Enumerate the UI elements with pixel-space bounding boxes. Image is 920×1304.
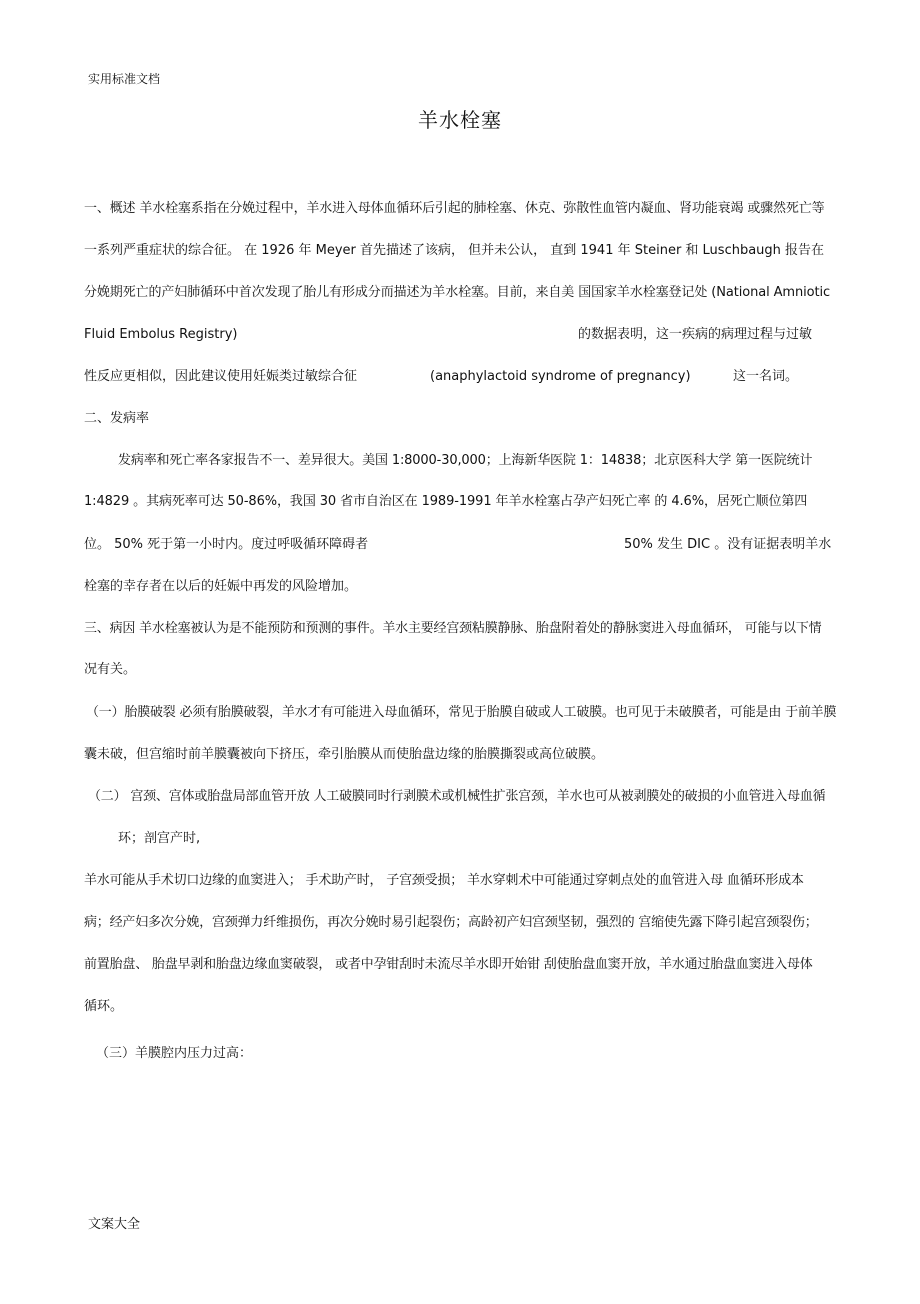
overview-line-5c: 这一名词。 [733, 369, 799, 384]
vessel-open-line-3: 羊水可能从手术切口边缘的血窦进入； 手术助产时， 子宫颈受损； 羊水穿刺术中可能通过穿刺点处的血管进入母 血循环形成本 [84, 873, 804, 888]
overview-line-1: 一、概述 羊水栓塞系指在分娩过程中，羊水进入母体血循环后引起的肺栓塞、休克、弥散性血管内凝血、肾功能衰竭 或骤然死亡等 [84, 201, 825, 216]
incidence-heading: 二、发病率 [84, 411, 150, 426]
incidence-line-3a: 位。 50% 死于第一小时内。度过呼吸循环障碍者 [84, 537, 369, 552]
incidence-line-2: 1:4829 。其病死率可达 50-86%，我国 30 省市自治区在 1989-1991 年羊水栓塞占孕产妇死亡率 的 4.6%，居死亡顺位第四 [84, 494, 808, 509]
incidence-line-3b: 50% 发生 DIC 。没有证据表明羊水 [624, 537, 832, 552]
footer-note: 文案大全 [88, 1217, 141, 1232]
overview-line-3: 分娩期死亡的产妇肺循环中首次发现了胎儿有形成分而描述为羊水栓塞。目前，来自美 国国家羊水栓塞登记处 (National Amniotic [84, 285, 831, 300]
vessel-open-line-4: 病；经产妇多次分娩，宫颈弹力纤维损伤，再次分娩时易引起裂伤；高龄初产妇宫颈坚韧，强烈的 宫缩使先露下降引起宫颈裂伤； [84, 915, 818, 930]
overview-line-5b: (anaphylactoid syndrome of pregnancy) [430, 369, 691, 384]
vessel-open-line-5: 前置胎盘、 胎盘早剥和胎盘边缘血窦破裂， 或者中孕钳刮时未流尽羊水即开始钳 刮使胎盘血窦开放，羊水通过胎盘血窦进入母体 [84, 957, 813, 972]
membrane-rupture-line-2: 囊未破，但宫缩时前羊膜囊被向下挤压，牵引胎膜从而使胎盘边缘的胎膜撕裂或高位破膜。 [84, 747, 605, 762]
etiology-line-2: 况有关。 [84, 662, 137, 677]
overview-line-5a: 性反应更相似，因此建议使用妊娠类过敏综合征 [84, 369, 358, 384]
vessel-open-line-6: 循环。 [84, 999, 124, 1014]
etiology-line-1: 三、病因 羊水栓塞被认为是不能预防和预测的事件。羊水主要经宫颈粘膜静脉、胎盘附着处的静脉窦进入母血循环， 可能与以下情 [84, 621, 822, 636]
membrane-rupture-line-1: （一）胎膜破裂 必须有胎膜破裂，羊水才有可能进入母血循环，常见于胎膜自破或人工破膜。也可见于未破膜者，可能是由 于前羊膜 [86, 705, 837, 720]
header-note: 实用标准文档 [88, 72, 161, 86]
page-title: 羊水栓塞 [418, 108, 502, 132]
incidence-line-1: 发病率和死亡率各家报告不一、差异很大。美国 1:8000-30,000；上海新华医院 1：14838；北京医科大学 第一医院统计 [118, 453, 813, 468]
overview-line-4b: 的数据表明，这一疾病的病理过程与过敏 [578, 327, 813, 342]
vessel-open-line-1: （二） 宫颈、宫体或胎盘局部血管开放 人工破膜同时行剥膜术或机械性扩张宫颈，羊水也可从被剥膜处的破损的小血管进入母血循 [88, 789, 826, 804]
overview-line-2: 一系列严重症状的综合征。 在 1926 年 Meyer 首先描述了该病， 但并未公认， 直到 1941 年 Steiner 和 Luschbaugh 报告在 [84, 243, 825, 258]
vessel-open-line-2: 环；剖宫产时, [118, 831, 201, 846]
overview-line-4a: Fluid Embolus Registry) [84, 327, 238, 342]
pressure-heading: （三）羊膜腔内压力过高： [96, 1046, 253, 1061]
incidence-line-4: 栓塞的幸存者在以后的妊娠中再发的风险增加。 [84, 579, 358, 594]
